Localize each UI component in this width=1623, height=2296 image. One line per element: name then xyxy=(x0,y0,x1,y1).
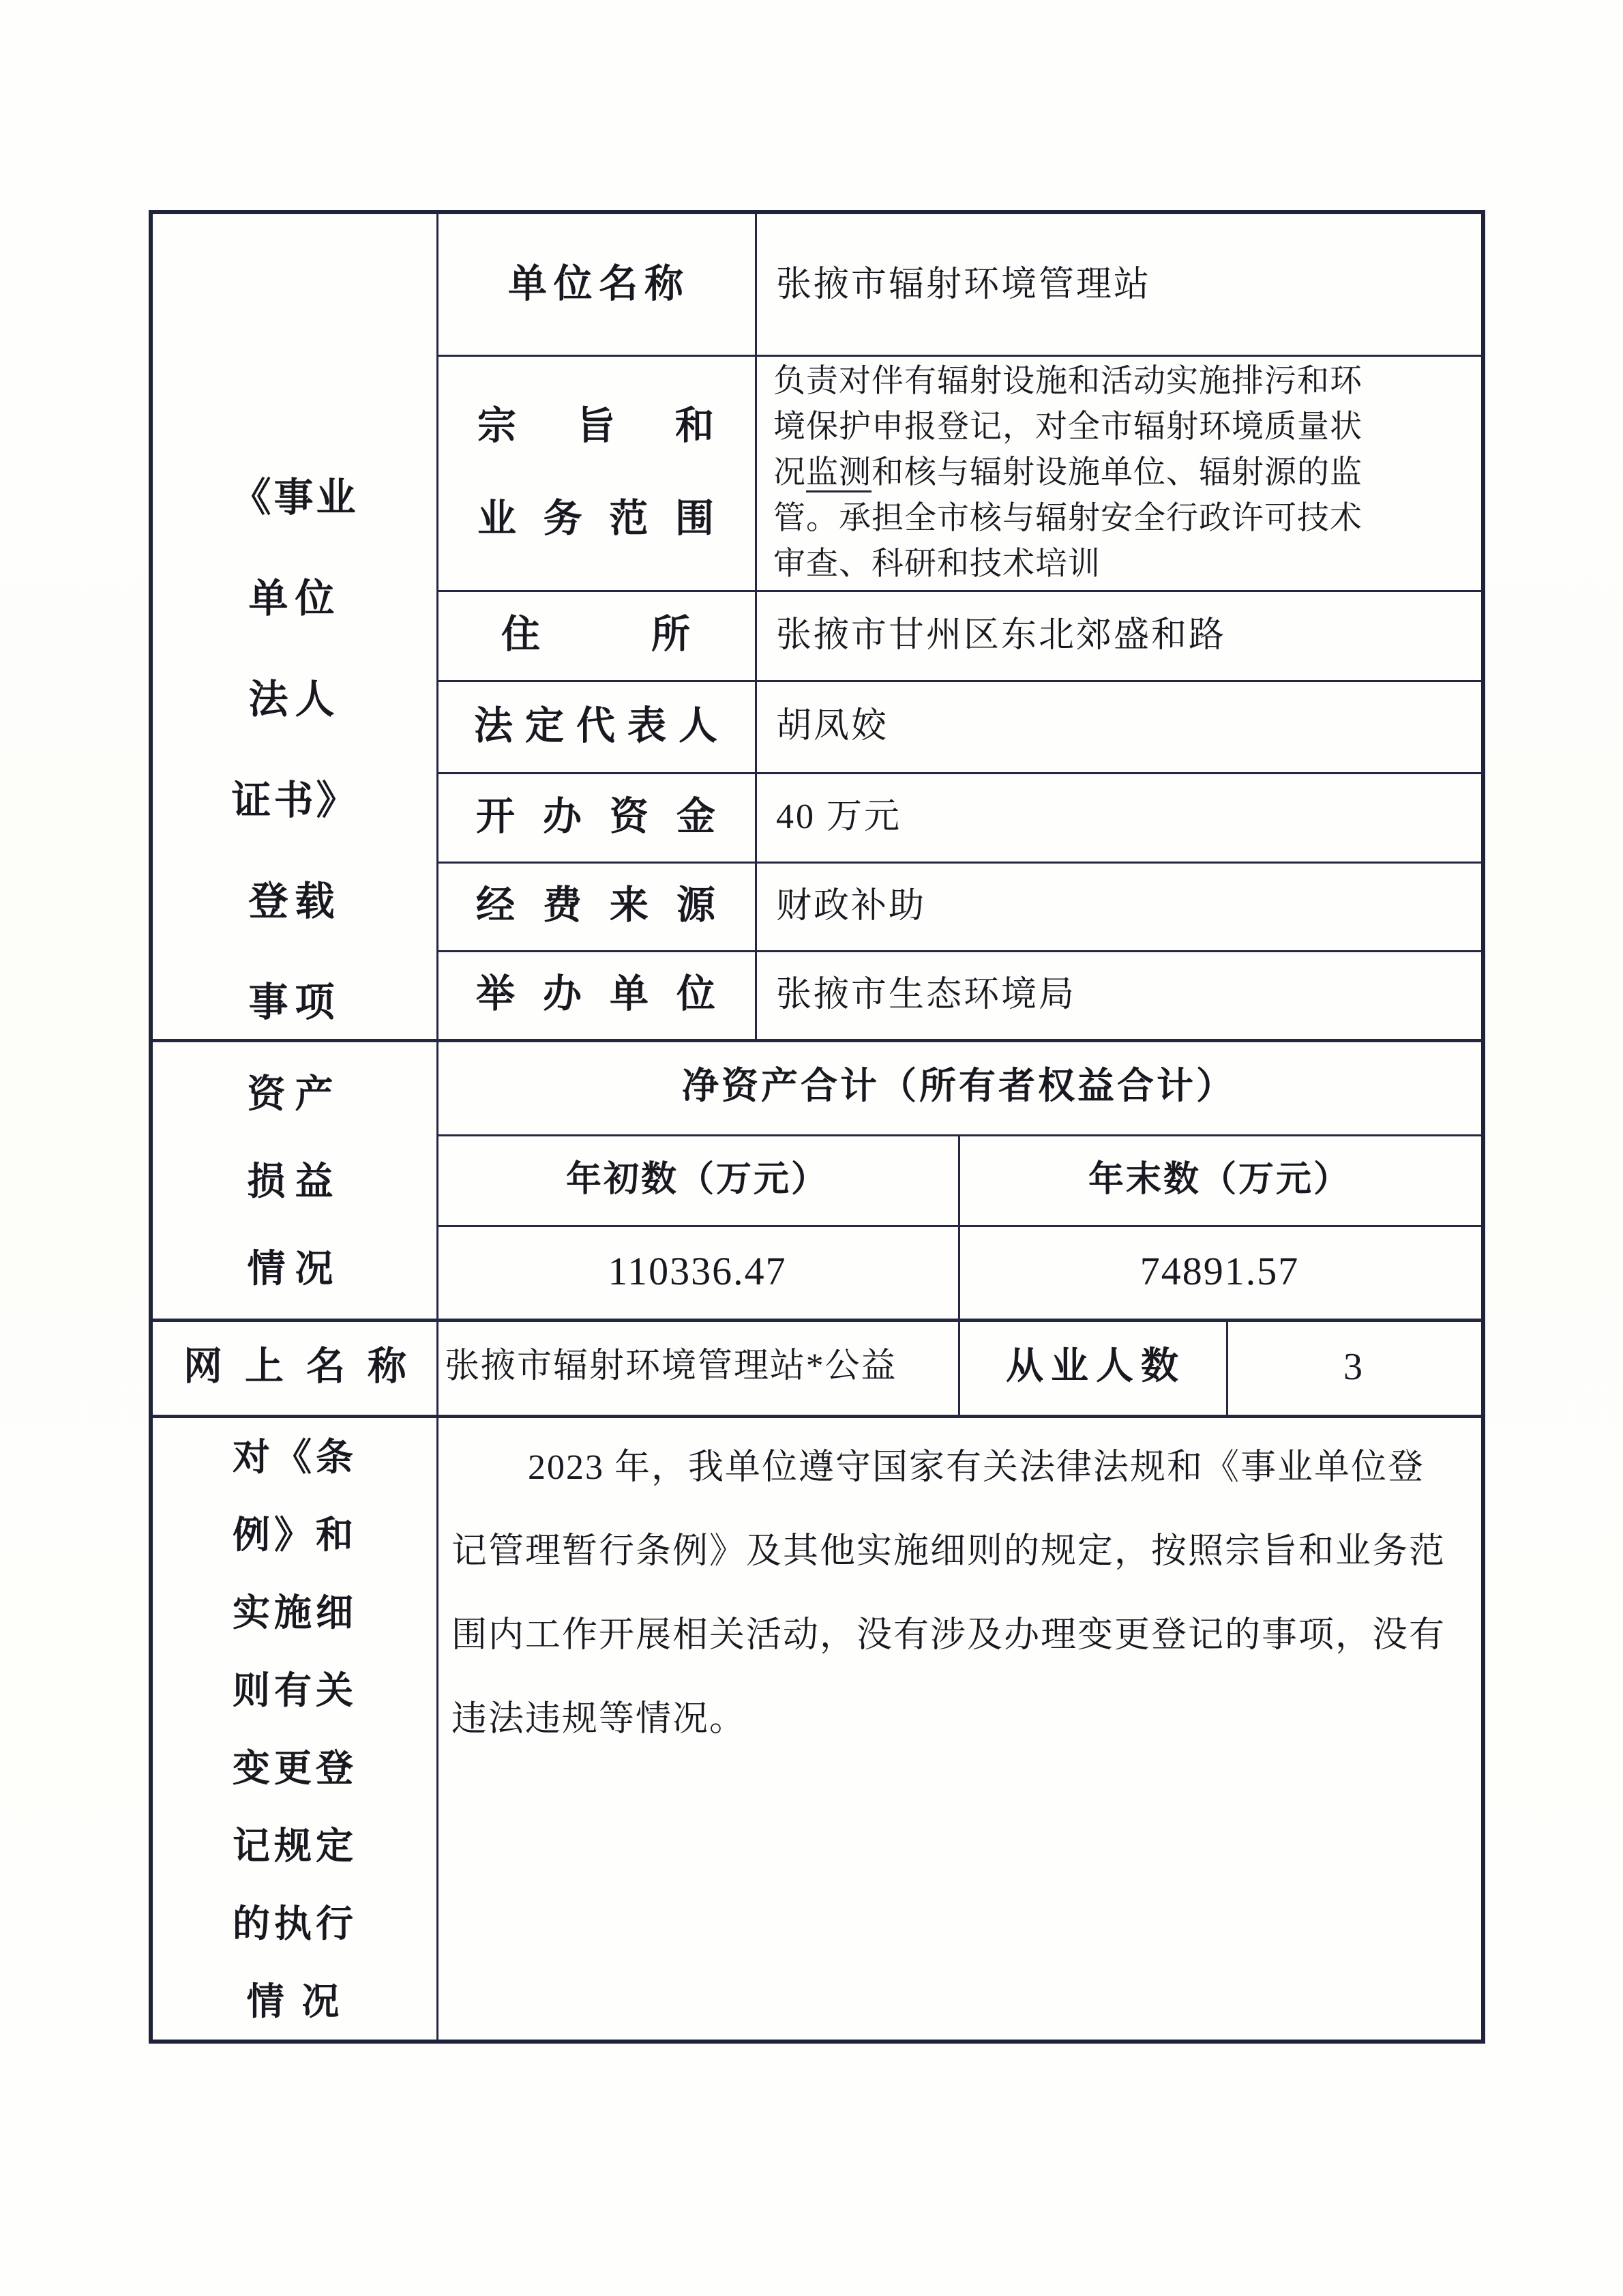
cert-side-header xyxy=(153,443,437,1049)
purpose-label-line2: 业务范围 xyxy=(477,497,714,540)
legal-rep-value: 胡凤姣 xyxy=(776,707,889,746)
address-label-cell xyxy=(436,590,755,680)
compliance-side-line: 例》和 xyxy=(232,1514,357,1556)
compliance-paragraph-line: 2023 年，我单位遵守国家有关法律法规和《事业单位登 xyxy=(528,1448,1425,1487)
staff-count-value-cell xyxy=(1226,1319,1481,1415)
end-year-header-cell xyxy=(958,1134,1481,1225)
end-year-header: 年末数（万元） xyxy=(1088,1160,1351,1199)
compliance-side-line: 变更登 xyxy=(232,1747,357,1789)
purpose-value-line: 审查、科研和技术培训 xyxy=(773,546,1101,582)
purpose-value-line: 境保护申报登记，对全市辐射环境质量状 xyxy=(773,409,1363,445)
funding-label: 经费来源 xyxy=(476,884,715,928)
organizer-value-cell xyxy=(757,950,1481,1039)
legal-rep-label-cell xyxy=(436,680,755,772)
compliance-side-line: 的执行 xyxy=(232,1902,357,1945)
compliance-side-line: 记规定 xyxy=(232,1825,357,1867)
begin-year-value-cell xyxy=(436,1225,958,1319)
online-name-label: 网上名称 xyxy=(183,1344,406,1388)
unit-name-label-cell xyxy=(436,214,755,355)
compliance-paragraph-line: 记管理暂行条例》及其他实施细则的规定，按照宗旨和业务范 xyxy=(451,1532,1446,1571)
assets-side-line: 资产 xyxy=(247,1074,343,1116)
legal-rep-value-cell xyxy=(757,680,1481,772)
cert-side-line: 证书》 xyxy=(231,778,359,823)
staff-count-label: 从业人数 xyxy=(1006,1345,1178,1387)
cert-side-line: 登载 xyxy=(248,879,342,924)
begin-year-header-cell xyxy=(436,1134,958,1225)
cert-side-line: 单位 xyxy=(248,576,342,621)
registration-table xyxy=(149,210,1485,2044)
compliance-side-line: 则有关 xyxy=(232,1669,357,1711)
net-assets-header-cell xyxy=(436,1039,1481,1134)
legal-rep-label: 法定代表人 xyxy=(474,704,717,748)
assets-side-line: 损益 xyxy=(247,1161,343,1203)
online-name-value: 张掖市辐射环境管理站*公益 xyxy=(445,1346,897,1385)
address-label: 住所 xyxy=(501,613,690,657)
begin-year-value: 110336.47 xyxy=(608,1249,787,1294)
unit-name-label: 单位名称 xyxy=(508,263,683,306)
unit-name-value: 张掖市辐射环境管理站 xyxy=(776,265,1152,304)
compliance-paragraph-line: 围内工作开展相关活动，没有涉及办理变更登记的事项，没有 xyxy=(451,1616,1446,1655)
compliance-side-line: 实施细 xyxy=(232,1591,357,1634)
online-name-value-cell xyxy=(436,1319,958,1415)
funding-value: 财政补助 xyxy=(776,886,927,926)
address-value-cell xyxy=(757,590,1481,680)
funding-value-cell xyxy=(757,862,1481,950)
purpose-value-line: 况监测和核与辐射设施单位、辐射源的监 xyxy=(773,450,1474,496)
purpose-value-cell xyxy=(757,355,1481,590)
assets-side-line: 情况 xyxy=(247,1248,343,1291)
compliance-side-line: 情 况 xyxy=(246,1980,344,2022)
staff-count-value: 3 xyxy=(1343,1345,1364,1388)
compliance-side-header xyxy=(153,1415,437,2040)
capital-value-cell xyxy=(757,772,1481,862)
cert-side-line: 法人 xyxy=(248,677,342,722)
staff-count-label-cell xyxy=(958,1319,1226,1415)
purpose-label-cell xyxy=(436,355,755,590)
assets-side-header xyxy=(153,1039,437,1319)
unit-name-value-cell xyxy=(757,214,1481,355)
purpose-value-line: 负责对伴有辐射设施和活动实施排污和环 xyxy=(773,364,1363,399)
end-year-value-cell xyxy=(958,1225,1481,1319)
organizer-label-cell xyxy=(436,950,755,1039)
capital-label-cell xyxy=(436,772,755,862)
compliance-paragraph-line: 违法违规等情况。 xyxy=(451,1700,747,1739)
capital-label: 开办资金 xyxy=(476,795,715,838)
organizer-label: 举办单位 xyxy=(476,973,715,1016)
cert-side-line: 《事业 xyxy=(231,475,359,520)
funding-label-cell xyxy=(436,862,755,950)
compliance-side-line: 对《条 xyxy=(232,1436,357,1478)
online-name-label-cell xyxy=(153,1319,437,1415)
underlined-text: 监测 xyxy=(806,455,872,492)
organizer-value: 张掖市生态环境局 xyxy=(776,975,1077,1014)
address-value: 张掖市甘州区东北郊盛和路 xyxy=(776,615,1227,655)
purpose-label-line1: 宗旨和 xyxy=(477,404,714,448)
net-assets-header: 净资产合计（所有者权益合计） xyxy=(682,1065,1236,1107)
end-year-value: 74891.57 xyxy=(1140,1249,1300,1294)
begin-year-header: 年初数（万元） xyxy=(565,1160,829,1199)
purpose-value-line: 管。承担全市核与辐射安全行政许可技术 xyxy=(773,501,1363,536)
compliance-paragraph-cell xyxy=(436,1415,1481,2040)
capital-value: 40 万元 xyxy=(776,797,902,836)
cert-side-line: 事项 xyxy=(248,980,342,1025)
